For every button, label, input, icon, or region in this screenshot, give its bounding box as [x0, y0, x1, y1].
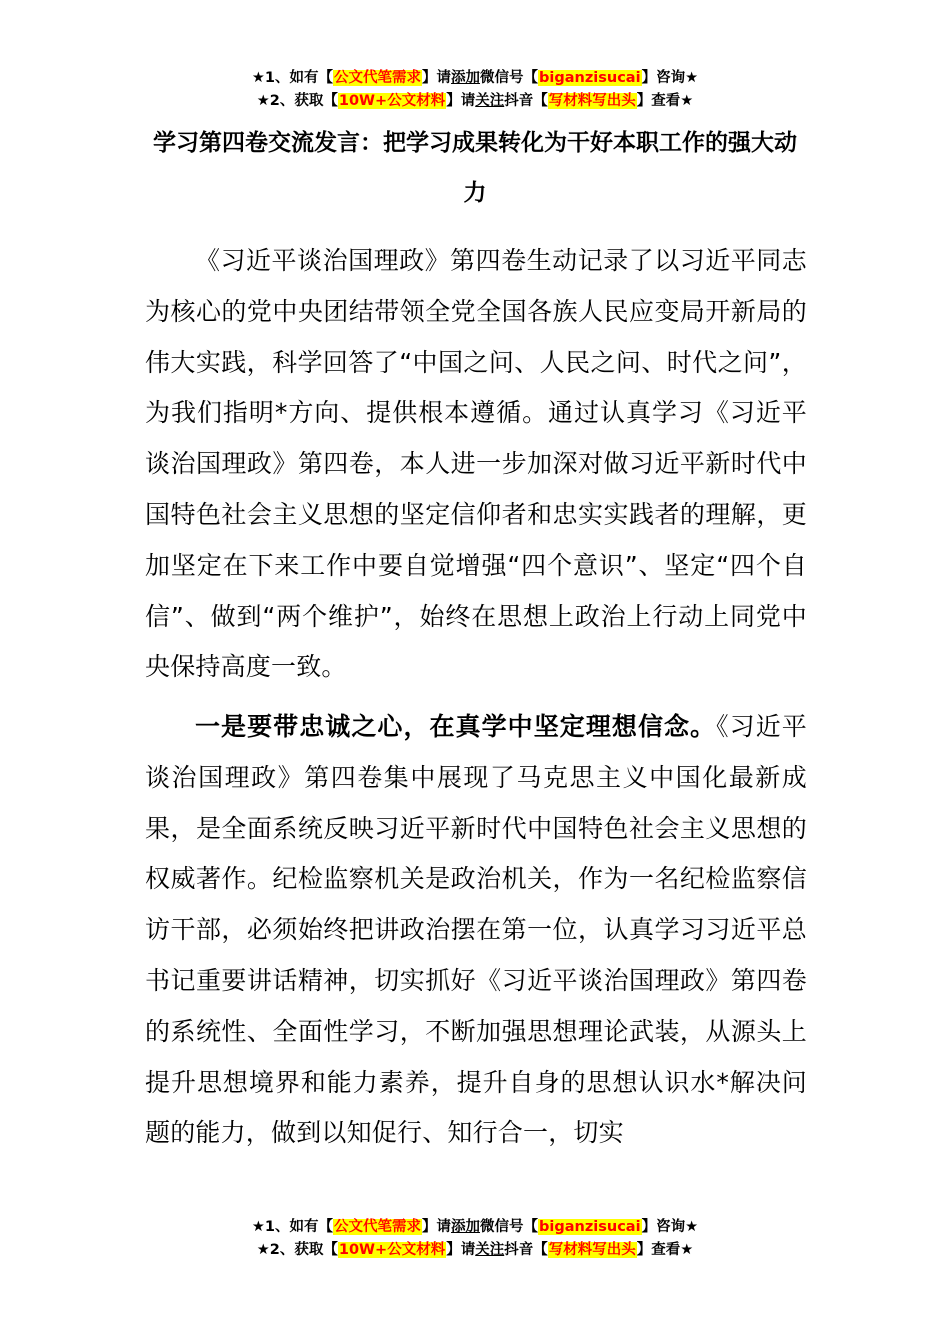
highlight-douyin-account: 写材料写出头 — [548, 1242, 636, 1258]
footer-banner — [0, 1216, 950, 1262]
paragraph-point-one — [145, 702, 807, 1159]
highlight-materials: 10W+公文材料 — [338, 93, 446, 109]
banner-line-1: ★1、如有【公文代笔需求】请添加微信号【biganzisucai】咨询★ — [251, 70, 699, 86]
highlight-service: 公文代笔需求 — [334, 1219, 422, 1235]
highlight-wechat-id: biganzisucai — [539, 70, 641, 86]
paragraph-lead-heading: 一是要带忠诚之心，在真学中坚定理想信念。 — [195, 712, 717, 741]
paragraph-point-one-body: 《习近平谈治国理政》第四卷集中展现了马克思主义中国化最新成果，是全面系统反映习近平新时代中国特色社会主义思想的权威著作。纪检监察机关是政治机关，作为一名纪检监察信访干部，必须始终把讲政治摆在第一位，认真学习习近平总书记重要讲话精神，切实抓好《习近平谈治国理政》第四卷的系统性、全面性学习，不断加强思想理论武装，从源头上提升思想境界和能力素养，提升自身的思想认识水*解决问题的能力，做到以知促行、知行合一，切实 — [145, 712, 807, 1148]
paragraph-intro: 《习近平谈治国理政》第四卷生动记录了以习近平同志为核心的党中央团结带领全党全国各族人民应变局开新局的伟大实践，科学回答了“中国之问、人民之问、时代之问”，为我们指明*方向、提供根本遵循。通过认真学习《习近平谈治国理政》第四卷，本人进一步加深对做习近平新时代中国特色社会主义思想的坚定信仰者和忠实实践者的理解，更加坚定在下来工作中要自觉增强“四个意识”、坚定“四个自信”、做到“两个维护”，始终在思想上政治上行动上同党中央保持高度一致。 — [145, 246, 807, 682]
banner-line-2: ★2、获取【10W+公文材料】请关注抖音【写材料写出头】查看★ — [256, 1242, 694, 1258]
header-banner — [0, 67, 950, 113]
banner-line-2: ★2、获取【10W+公文材料】请关注抖音【写材料写出头】查看★ — [256, 93, 694, 109]
highlight-douyin-account: 写材料写出头 — [548, 93, 636, 109]
highlight-wechat-id: biganzisucai — [539, 1219, 641, 1235]
banner-line-1: ★1、如有【公文代笔需求】请添加微信号【biganzisucai】咨询★ — [251, 1219, 699, 1235]
highlight-service: 公文代笔需求 — [334, 70, 422, 86]
highlight-materials: 10W+公文材料 — [338, 1242, 446, 1258]
document-title: 学习第四卷交流发言：把学习成果转化为干好本职工作的强大动力 — [153, 130, 797, 206]
